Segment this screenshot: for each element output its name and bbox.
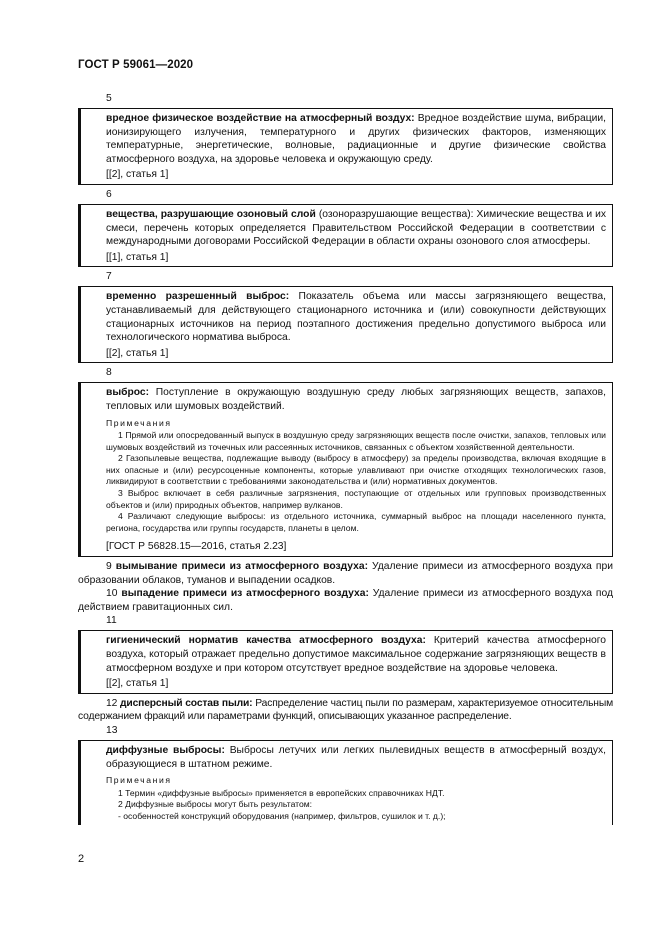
term-name: выпадение примеси из атмосферного воздуха: [121, 588, 369, 600]
term-source: [[1], статья 1] [106, 251, 169, 263]
term-entry-5 [78, 108, 613, 185]
notes-block [106, 418, 606, 535]
term-definition [106, 290, 606, 344]
page-number: 2 [78, 853, 85, 865]
term-number: 9 [106, 561, 112, 573]
term-definition [106, 112, 606, 166]
term-source: [[2], статья 1] [106, 678, 169, 690]
note-item: 2 Диффузные выбросы могут быть результатом: [118, 799, 313, 810]
term-definition [106, 744, 606, 771]
notes-heading: Примечания [106, 775, 172, 786]
term-name: вещества, разрушающие озоновый слой [106, 208, 316, 220]
term-name: вымывание примеси из атмосферного воздуха: [115, 561, 368, 573]
term-number: 7 [106, 271, 112, 283]
definition-text: Выбросы летучих или легких пылевидных веществ в атмосферный воздух, образующиеся в штатном режиме. [106, 744, 606, 770]
term-entry-8 [78, 382, 613, 557]
definition-text: Распределение частиц пыли по размерам, характеризуемое относительным содержанием фракций или параметрами функций, описывающих указанное распределение. [78, 697, 613, 723]
definition-text: Удаление примеси из атмосферного воздуха при образовании облаков, туманов и выпадении осадков. [78, 561, 613, 586]
standard-number: ГОСТ Р 59061—2020 [78, 59, 194, 71]
term-name: дисперсный состав пыли: [120, 697, 253, 709]
term-source: [[2], статья 1] [106, 169, 169, 181]
term-number: 11 [106, 615, 117, 627]
note-item: 4 Различают следующие выбросы: из отдельного источника, суммарный выброс на площади населенного пункта, региона, государства или группы государств, планеты в целом. [106, 511, 606, 533]
terms-list [78, 92, 613, 828]
term-number: 5 [106, 93, 112, 104]
definition-text: Вредное воздействие шума, вибрации, ионизирующего излучения, температурного и других физических факторов, изменяющих температурные, энергетические, волновые, радиационные и другие физические свойства атмосферного воздуха, на здоровье человека и окружающую среду. [106, 113, 606, 165]
definition-text: Критерий качества атмосферного воздуха, который отражает предельно допустимое максимальное содержание загрязняющих веществ в атмосферном воздухе и при котором отсутствует вредное воздействие на здоровье человека. [106, 635, 606, 674]
term-name: выброс: [106, 387, 150, 399]
term-entry-10 [78, 587, 613, 614]
note-item: 2 Газопылевые вещества, подлежащие выводу (выбросу в атмосферу) за пределы производства, включая входящие в них опасные и (или) ресурсоценные компоненты, которые улавливают при очистке отходящих технологических газов, ликвидируют в соответствии с требованиями законодательства и (или) нормативных документов. [106, 453, 606, 487]
note-item: 3 Выброс включает в себя различные загрязнения, поступающие от отдельных или групповых производственных объектов и (или) природных объектов, например вулканов. [106, 488, 606, 510]
definition-text: Удаление примеси из атмосферного воздуха под действием гравитационных сил. [78, 588, 613, 613]
term-number: 13 [106, 724, 118, 736]
notes-heading: Примечания [106, 417, 172, 428]
term-entry-11 [78, 630, 613, 693]
term-name: временно разрешенный выброс: [106, 291, 290, 303]
term-number: 12 [106, 697, 118, 709]
definition-text: Показатель объема или массы загрязняющего вещества, устанавливаемый для действующего стационарного источника и (или) совокупности действующих стационарных источников на период поэтапного достижения предельно допустимого выброса или технологического норматива выброса. [106, 291, 606, 344]
term-entry-7 [78, 286, 613, 363]
term-name: гигиенический норматив качества атмосферного воздуха: [106, 635, 426, 647]
term-definition [106, 208, 606, 249]
term-number: 10 [106, 588, 118, 600]
note-item: 1 Прямой или опосредованный выпуск в воздушную среду загрязняющих веществ после очистки, запахов, тепловых или шумовых воздействий из точечных или рассеянных источников, связанных с объектом хозяйственной деятельности. [106, 430, 606, 452]
term-entry-9 [78, 560, 613, 587]
term-definition [106, 634, 606, 675]
note-item: - особенностей конструкций оборудования (например, фильтров, сушилок и т. д.); [118, 810, 446, 821]
term-name: диффузные выбросы: [106, 744, 225, 756]
term-definition [106, 386, 606, 413]
definition-text: Поступление в окружающую воздушную среду любых загрязняющих веществ, запахов, тепловых или шумовых воздействий. [106, 387, 606, 412]
term-number: 6 [106, 188, 112, 200]
term-number: 8 [106, 367, 112, 379]
term-source: [ГОСТ Р 56828.15—2016, статья 2.23] [106, 541, 287, 553]
term-entry-12 [78, 697, 613, 724]
note-item: 1 Термин «диффузные выбросы» применяется в европейских справочниках НДТ. [118, 787, 445, 798]
term-entry-13 [78, 740, 613, 825]
term-name: вредное физическое воздействие на атмосферный воздух: [106, 113, 415, 124]
notes-block [106, 775, 606, 822]
term-source: [[2], статья 1] [106, 347, 169, 359]
term-entry-6 [78, 204, 613, 267]
definition-text: (озоноразрушающие вещества): Химические вещества и их смеси, перечень которых определяется Правительством Российской Федерации в соответствии с международными договорами Российской Федерации в области охраны озонового слоя атмосферы. [106, 208, 606, 248]
